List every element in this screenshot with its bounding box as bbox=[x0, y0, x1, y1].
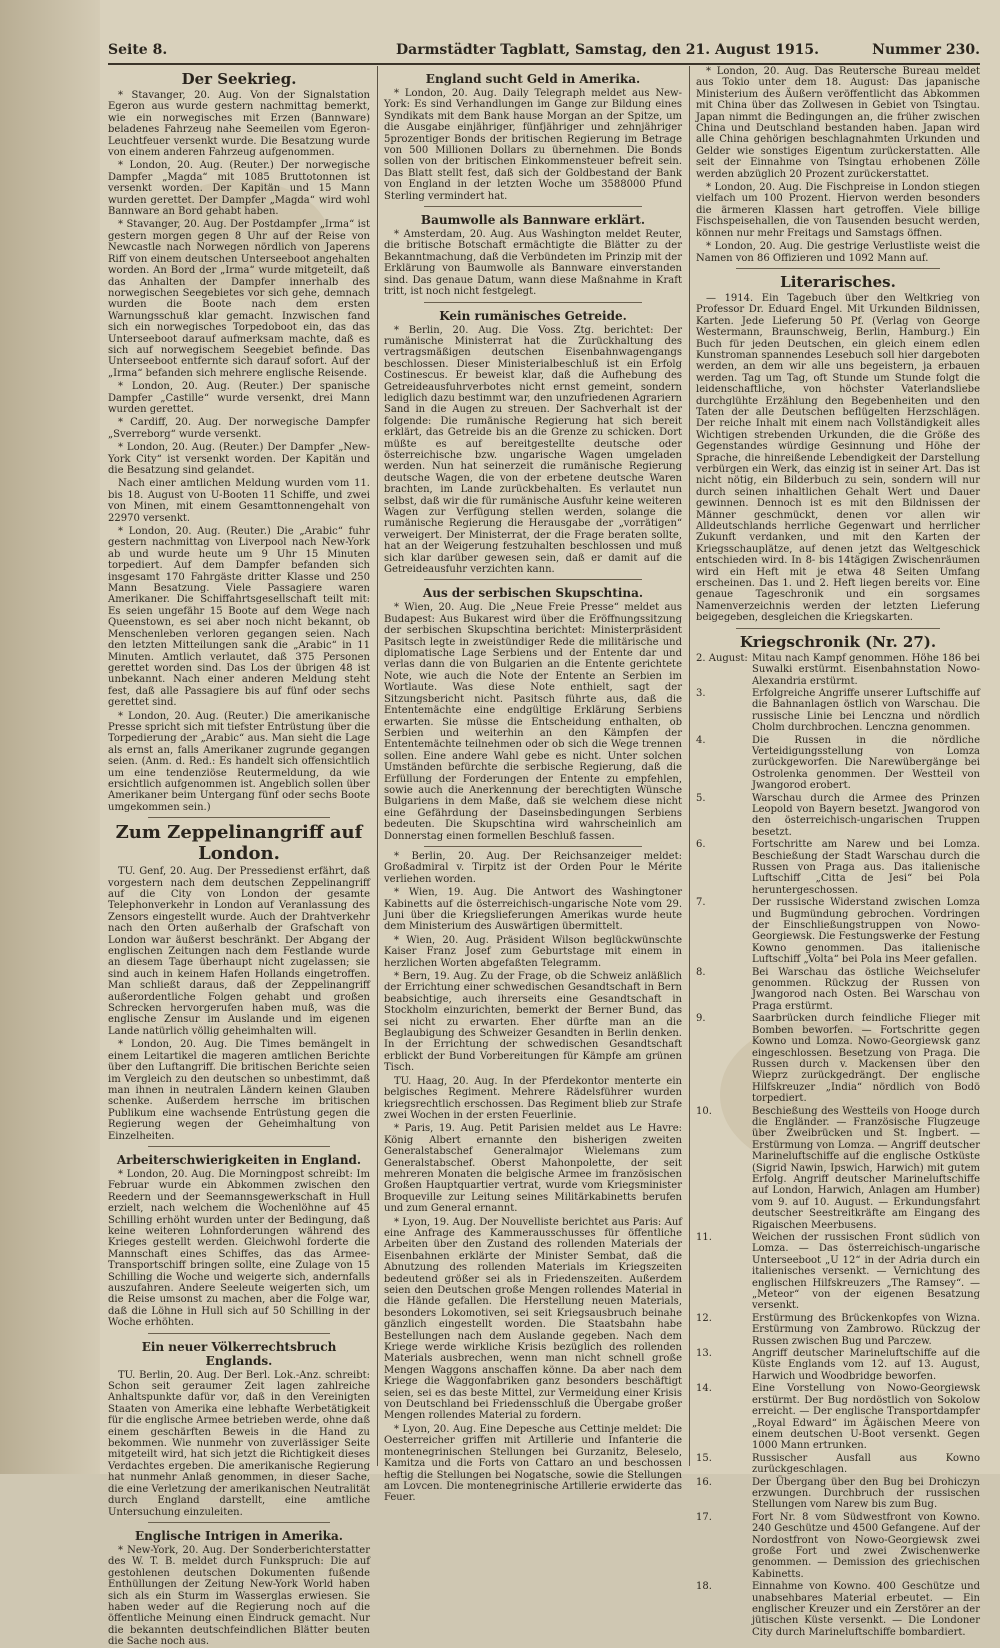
article-paragraph: * Stavanger, 20. Aug. Der Postdampfer „Irma“ ist gestern morgen gegen 8 Uhr auf der Reise von Newcastle nach Norwegen nördlich von Japerens Riff von einem deutschen Unterseeboot angehalten worden. An Bord der „Irma“ wurde mitgeteilt, daß das Anhalten der Dampfer innerhalb des norwegischen Seegebietes vor sich gehe, demnach wurden die Boote nach dem ersten Warnungsschuß klar gemacht. Inzwischen fand sich ein norwegisches Torpedoboot ein, das das Unterseeboot darauf aufmerksam machte, daß es sich auf norwegischem Seegebiet befinde. Das Unterseeboot entfernte sich darauf sofort. Auf der „Irma“ befanden sich mehrere englische Reisende. bbox=[108, 219, 370, 379]
chronik-text: Mitau nach Kampf genommen. Höhe 186 bei Suwalki erstürmt. Eisenbahnstation Nowo-Alexandria erstürmt. bbox=[752, 652, 980, 687]
chronik-text: Warschau durch die Armee des Prinzen Leopold von Bayern besetzt. Jwangorod von den österreichisch-ungarischen Truppen besetzt. bbox=[752, 792, 980, 838]
chronik-text: Eine Vorstellung von Nowo-Georgiewsk erstürmt. Der Bug nordöstlich von Sokolow erreicht. — Der englische Transportdampfer „Royal Edward“ im Ägäischen Meere von einem deutschen U-Boot versenkt. Gegen 1000 Mann ertrunken. bbox=[752, 1383, 980, 1452]
section-divider bbox=[424, 206, 642, 207]
article-paragraph: * Paris, 19. Aug. Petit Parisien meldet aus Le Havre: König Albert ernannte den bisherigen zweiten Generalstabschef Generalmajor Wielemans zum Generalstabschef. Oberst Mahonpolette, der seit mehreren Monaten die belgische Armee im französischen Großen Hauptquartier vertrat, wurde vom Kriegsminister Broqueville zur Leitung seines Militärkabinetts berufen und zum General ernannt. bbox=[384, 1123, 682, 1215]
article-paragraph: * Wien, 20. Aug. Präsident Wilson beglückwünschte Kaiser Franz Josef zum Geburtstage mit einem in herzlichen Worten abgefaßten Telegramm. bbox=[384, 934, 682, 969]
chronik-entry bbox=[696, 793, 980, 839]
chronik-date: 13. bbox=[696, 1348, 712, 1360]
section-divider bbox=[424, 579, 642, 580]
article-paragraph: * London, 20. Aug. (Reuter.) Der Dampfer „New-York City“ ist versenkt worden. Der Kapitän und die Besatzung sind gelandet. bbox=[108, 442, 370, 476]
heading-voelkerrechtsbruch: Ein neuer Völkerrechtsbruch Englands. bbox=[141, 1339, 337, 1368]
chronik-text: Saarbrücken durch feindliche Flieger mit Bomben beworfen. — Fortschritte gegen Kowno und Lomza. Nowo-Georgiewsk ganz eingeschlossen. Besetzung von Praga. Die Russen durch v. Mackensen über den Wieprz zurückgedrängt. Der englische Hilfskreuzer „India“ nördlich von Bodö torpediert. bbox=[752, 1013, 980, 1105]
chronik-entry bbox=[696, 897, 980, 965]
chronik-date: 10. bbox=[696, 1105, 712, 1117]
chronik-date: 7. bbox=[696, 897, 706, 909]
section-divider bbox=[148, 1146, 330, 1147]
section-divider bbox=[424, 846, 642, 847]
column-rule bbox=[377, 66, 378, 1466]
chronik-text: Fortschritte am Narew und bei Lomza. Beschießung der Stadt Warschau durch die Russen von Praga aus. Das italienische Luftschiff „Citta de Jesi“ bei Pola heruntergeschossen. bbox=[752, 839, 980, 896]
chronik-text: Erfolgreiche Angriffe unserer Luftschiffe auf die Bahnanlagen östlich von Warschau. Die russische Linie bei Lenczna und nördlich Cholm durchbrochen. Lenczna genommen. bbox=[752, 687, 980, 734]
article-paragraph: TU. Haag, 20. Aug. In der Pferdekontor menterte ein belgisches Regiment. Mehrere Rädelsführer wurden kriegsrechtlich erschossen. Das Regiment blieb zur Strafe zwei Wochen in der ersten Feuerlinie. bbox=[384, 1075, 682, 1121]
chronik-text: Der Übergang über den Bug bei Drohiczyn erzwungen. Durchbruch der russischen Stellungen vom Narew bis zum Bug. bbox=[752, 1476, 980, 1511]
heading-baumwolle: Baumwolle als Bannware erklärt. bbox=[420, 213, 646, 228]
article-paragraph: * Stavanger, 20. Aug. Von der Signalstation Egeron aus wurde gestern nachmittag bemerkt, wie ein norwegisches mit Erzen (Bannware) beladenes Fahrzeug nahe Seemeilen vom Egeron-Leuchtfeuer versenkt wurde. Die Besatzung wurde von einem anderen Fahrzeug aufgenommen. bbox=[108, 90, 370, 159]
article-paragraph: — 1914. Ein Tagebuch über den Weltkrieg von Professor Dr. Eduard Engel. Mit Urkunden Bildnissen, Karten. Jede Lieferung 50 Pf. (Verlag von George Westermann, Braunschweig, Berlin, Hamburg.) Ein Buch für jeden Deutschen, ein gleich einem edlen Kunstroman spannendes Lesebuch soll hier dargeboten werden, an dem wir alle uns begeistern, ja erbauen werden. Tag um Tag, oft Stunde um Stunde folgt die leidenschaftliche, von höchster Vaterlandsliebe durchglühte Erzählung den Begebenheiten und den Taten der alle Deutschen beflügelten Herzschlägen. Der reiche Inhalt mit einem nach Vollständigkeit alles Wichtigen strebenden Urkunden, die die Größe des Gegenstandes würdige Gesinnung und Höhe der Sprache, die hinreißende Lebendigkeit der Darstellung verbürgen ein Werk, das einzig ist in seiner Art. Das ist nicht nötig, ein Bilderbuch zu sein, sondern will nur durch seinen inhaltlichen Gehalt Wert und Dauer gewinnen. Dennoch ist es mit den Bildnissen der Männer geschmückt, denen vor allen wir Alldeutschlands herrliche Gegenwart und herrlicher Zukunft verdanken, und mit den Karten der Kriegsschauplätze, auf denen jetzt das Weltgeschick entschieden wird. In 8- bis 14tägigen Zwischenräumen wird ein Heft mit je etwa 48 Seiten Umfang erscheinen. Das 1. und 2. Heft liegen bereits vor. Eine genaue Tageschronik und ein sorgsames Namenverzeichnis werden der letzten Lieferung beigegeben, desgleichen die Kriegskarten. bbox=[696, 292, 980, 624]
chronik-date: 18. bbox=[696, 1581, 712, 1593]
chronik-date: 12. bbox=[696, 1312, 712, 1324]
chronik-text: Der russische Widerstand zwischen Lomza und Bugmündung gebrochen. Vordringen der Einschließungstruppen von Nowo-Georgiewsk. Die Festungswerke der Festung Kowno genommen. Das italienische Luftschiff „Volta“ bei Pola ins Meer gefallen. bbox=[752, 897, 980, 966]
page-binding-edge bbox=[0, 0, 100, 1474]
chronik-date: 16. bbox=[696, 1476, 712, 1488]
chronik-date: 17. bbox=[696, 1511, 712, 1523]
chronik-date: 9. bbox=[696, 1013, 706, 1025]
article-paragraph: * London, 20. Aug. Die gestrige Verlustliste weist die Namen von 86 Offizieren und 1092 Mann auf. bbox=[696, 241, 980, 264]
chronik-entry bbox=[696, 1477, 980, 1511]
paper-title-date: Darmstädter Tagblatt, Samstag, den 21. August 1915. bbox=[396, 42, 820, 58]
chronik-text: Erstürmung des Brückenkopfes von Wizna. Erstürmung von Zambrowo. Rückzug der Russen zwischen Bug und Parczew. bbox=[752, 1312, 980, 1347]
chronik-entry bbox=[696, 1453, 980, 1476]
article-paragraph: * London, 20. Aug. (Reuter.) Der norwegische Dampfer „Magda“ mit 1085 Bruttotonnen ist versenkt worden. Der Kapitän und 15 Mann wurden gerettet. Der Dampfer „Magda“ wird wohl Bannware an Bord gehabt haben. bbox=[108, 160, 370, 218]
article-paragraph: * Berlin, 20. Aug. Der Reichsanzeiger meldet: Großadmiral v. Tirpitz ist der Orden Pour le Mérite verliehen worden. bbox=[384, 850, 682, 885]
article-paragraph: * Wien, 20. Aug. Die „Neue Freie Presse“ meldet aus Budapest: Aus Bukarest wird über die Eröffnungssitzung der serbischen Skupschtina berichtet: Ministerpräsident Pasitsch legte in zweistündiger Rede die militärische und diplomatische Lage Serbiens und der Entente dar und verlas dann die von Bulgarien an die Entente gerichtete Note, wie auch die Note der Entente an Serbien im Wortlaute. Was diese Note enthielt, sagt der Sitzungsbericht nicht. Pasitsch führte aus, daß die Ententemächte eine endgültige Erklärung Serbiens erwarten. Sie müsse die Entscheidung enthalten, ob Serbien und weiterhin an den Kämpfen der Ententemächte teilnehmen oder ob sich die Wege trennen sollen. Eine andere Wahl gebe es nicht. Unter solchen Umständen befürchte die serbische Regierung, daß die Erfüllung der Forderungen der Entente zu empfehlen, sowie auch die Anerkennung der berechtigten Wünsche Bulgariens in dem Maße, daß sie welchem diese nicht eine Gefährdung der Daseinsbedingungen Serbiens bedeuten. Die Skupschtina wird wahrscheinlich am Donnerstag einen formellen Beschluß fassen. bbox=[384, 602, 682, 842]
article-paragraph: * London, 20. Aug. (Reuter.) Die „Arabic“ fuhr gestern nachmittag von Liverpool nach New-York ab und wurde heute um 9 Uhr 15 Minuten torpediert. Auf dem Dampfer befanden sich insgesamt 170 Fahrgäste dritter Klasse und 250 Mann Besatzung. Viele Passagiere waren Amerikaner. Die Schiffahrtsgesellschaft teilt mit: Es seien ungefähr 15 Boote auf dem Wege nach Queenstown, es sei aber noch nicht bekannt, ob Menschenleben verloren gegangen seien. Nach den letzten Mitteilungen sank die „Arabic“ in 11 Minuten. Amtlich verlautet, daß 375 Personen gerettet worden sind. Das Los der übrigen 48 ist unbekannt. Nach einer anderen Meldung steht fest, daß alle Passagiere bis auf fünf oder sechs gerettet sind. bbox=[108, 526, 370, 709]
chronik-entry bbox=[696, 1512, 980, 1580]
chronik-text: Bei Warschau das östliche Weichselufer genommen. Rückzug der Russen von Jwangorod nach Osten. Bei Warschau von Praga erstürmt. bbox=[752, 966, 980, 1012]
chronik-date: 15. bbox=[696, 1452, 712, 1464]
article-paragraph: TU. Genf, 20. Aug. Der Pressedienst erfährt, daß vorgestern nach dem deutschen Zeppelinangriff auf die City von London der gesamte Telephonverkehr in London auf Veranlassung des Zensors eingestellt wurde. Auch der Drahtverkehr nach den Orten außerhalb der Grafschaft von London war äußerst beschränkt. Der Abgang der englischen Zeitungen nach dem Festlande wurde an diesem Tage überhaupt nicht zugelassen; sie sind auch in keinem Hafen Hollands eingetroffen. Man schließt daraus, daß der Zeppelinangriff außerordentliche Folgen gehabt und großen Schrecken hervorgerufen haben muß, was die englische Zensur im Auslande und im eigenen Lande natürlich völlig geheimhalten will. bbox=[108, 866, 370, 1037]
issue-number: Nummer 230. bbox=[872, 42, 980, 58]
column-3 bbox=[696, 66, 980, 1638]
chronik-text: Weichen der russischen Front südlich von Lomza. — Das österreichisch-ungarische Unterseeboot „U 12“ in der Adria durch ein italienisches versenkt. — Vernichtung des englischen Hilfskreuzers „The Ramsey“. — „Meteor“ von der eigenen Besatzung versenkt. bbox=[752, 1232, 980, 1312]
chronik-entry bbox=[696, 1313, 980, 1347]
article-paragraph: * London, 20. Aug. (Reuter.) Der spanische Dampfer „Castille“ wurde versenkt, drei Mann wurden gerettet. bbox=[108, 381, 370, 415]
heading-intrigen: Englische Intrigen in Amerika. bbox=[135, 1528, 343, 1543]
article-paragraph: * Wien, 19. Aug. Die Antwort des Washingtoner Kabinetts auf die österreichisch-ungarische Note vom 29. Juni über die Kriegslieferungen Amerikas wurde heute dem Ministerium des Auswärtigen übermittelt. bbox=[384, 887, 682, 933]
chronik-date: 5. bbox=[696, 792, 706, 804]
heading-arbeiterschwierigkeiten: Arbeiterschwierigkeiten in England. bbox=[116, 1152, 362, 1167]
chronik-date: 3. bbox=[696, 687, 706, 699]
chronik-entry bbox=[696, 839, 980, 896]
chronik-text: Fort Nr. 8 vom Südwestfront von Kowno. 240 Geschütze und 4500 Gefangene. Auf der Nordostfront von Nowo-Georgiewsk zwei große Fort und zwei Zwischenwerke genommen. — Demission des griechischen Kabinetts. bbox=[752, 1511, 980, 1580]
kriegschronik-list bbox=[696, 653, 980, 1639]
article-paragraph: * London, 20. Aug. Daily Telegraph meldet aus New-York: Es sind Verhandlungen im Gange zur Bildung eines Syndikats mit dem Bank hause Morgan an der Spitze, um die Ausgabe einjähriger, fünfjähriger und zehnjähriger 5prozentiger Bonds der britischen Regierung im Betrage von 500 Millionen Dollars zu übernehmen. Die Bonds sollen von der britischen Einkommensteuer befreit sein. Das Blatt stellt fest, daß sich der Goldbestand der Bank von England in der letzten Woche um 3588000 Pfund Sterling vermindert hat. bbox=[384, 88, 682, 202]
chronik-entry bbox=[696, 1232, 980, 1312]
section-divider bbox=[148, 817, 330, 818]
masthead-rule bbox=[108, 63, 980, 65]
chronik-entry bbox=[696, 1348, 980, 1382]
chronik-date: 8. bbox=[696, 966, 706, 978]
masthead bbox=[108, 40, 980, 64]
chronik-date: 4. bbox=[696, 734, 706, 746]
article-paragraph: * Lyon, 19. Aug. Der Nouvelliste berichtet aus Paris: Auf eine Anfrage des Kammerausschusses für öffentliche Arbeiten über den Zustand des rollenden Materials der Eisenbahnen erklärte der Minister Sembat, daß die Abnutzung des rollenden Materials im Kriegszeiten bedeutend größer sei als in Friedenszeiten. Außerdem seien den Deutschen große Mengen rollendes Material in die Hände gefallen. Die Herstellung neuen Materials, besonders Lokomotiven, sei seit Kriegsausbruch beinahe gänzlich eingestellt worden. Die Staatsbahn habe Bestellungen nach dem Auslande gegeben. Nach dem Kriege werde wirkliche Krisis bezüglich des rollenden Materials ausbrechen, wenn man nicht schnell große Mengen Waggons anschaffen könne. Da aber nach dem Kriege die Waggonfabriken ganz besonders beschäftigt seien, sei es das beste Mittel, zur Vermeidung einer Krisis von Deutschland bei Friedensschluß die Übergabe großer Mengen rollendes Material zu fordern. bbox=[384, 1216, 682, 1422]
column-1 bbox=[108, 66, 370, 1648]
section-divider bbox=[736, 268, 940, 269]
chronik-text: Beschießung des Westteils von Hooge durch die Engländer. — Französische Flugzeuge über Zweibrücken und St. Ingbert. — Erstürmung von Lomza. — Angriff deutscher Marineluftschiffe auf die englische Ostküste (Sigrid Nawin, Ipswich, Harwich) mit gutem Erfolg. Angriff deutscher Marineluftschiffe auf London, Harwich, Anlagen am Humber) vom 9. auf 10. August. — Erkundungsfahrt deutscher Seestreitkräfte am Eingang des Rigaischen Meerbusens. bbox=[752, 1105, 980, 1231]
chronik-text: Russischer Ausfall aus Kowno zurückgeschlagen. bbox=[752, 1452, 980, 1476]
section-divider bbox=[148, 1333, 330, 1334]
article-paragraph: TU. Berlin, 20. Aug. Der Berl. Lok.-Anz. schreibt: Schon seit geraumer Zeit lagen zahlreiche Anhaltspunkte dafür vor, daß in den Vereinigten Staaten von Amerika eine lebhafte Werbetätigkeit für die englische Armee betrieben werde, ohne daß einem geschärften Beweis in die Hand zu bekommen. Wie nunmehr von zuverlässiger Seite mitgeteilt wird, hat sich jetzt die Richtigkeit dieses Verdachtes ergeben. Die amerikanische Regierung hat nunmehr Anlaß genommen, in dieser Sache, die eine Verletzung der amerikanischen Neutralität durch England darstellt, eine amtliche Untersuchung einzuleiten. bbox=[108, 1369, 370, 1518]
article-paragraph: * Lyon, 20. Aug. Eine Depesche aus Cettinje meldet: Die Oesterreicher griffen mit Artillerie und Infanterie die montenegrinischen Stellungen bei Gurzanitz, Beleselo, Kamitza und die Forts von Cattaro an und beschossen heftig die Stellungen bei Nogatsche, sowie die Stellungen am Lovcen. Die montenegrinische Artillerie erwiderte das Feuer. bbox=[384, 1423, 682, 1504]
chronik-entry bbox=[696, 1106, 980, 1231]
chronik-date: 6. bbox=[696, 839, 706, 851]
chronik-entry bbox=[696, 653, 980, 687]
section-divider bbox=[148, 1522, 330, 1523]
chronik-date: 11. bbox=[696, 1232, 712, 1243]
heading-literarisches: Literarisches. bbox=[780, 272, 896, 291]
article-paragraph: * London, 20. Aug. Die Morningpost schreibt: Im Februar wurde ein Abkommen zwischen den Reedern und der Seemannsgewerkschaft in Hull erzielt, nach welchem die Wochenlöhne auf 45 Schilling erhöht wurden unter der Bedingung, daß keine weiteren Lohnforderungen während des Krieges gestellt werden. Gleichwohl forderte die Mannschaft eines Schiffes, das das Armee-Transportschiff bringen sollte, eine Zulage von 15 Schilling die Woche und weigerte sich, andernfalls auszufahren. Andere Seeleute weigerten sich, um die Reise umsonst zu machen, aber die Folge war, daß die Löhne in Hull sich auf 50 Schilling in der Woche erhöhten. bbox=[108, 1168, 370, 1329]
heading-skupschtina: Aus der serbischen Skupschtina. bbox=[422, 586, 644, 601]
chronik-text: Angriff deutscher Marineluftschiffe auf die Küste Englands vom 12. auf 13. August, Harwich und Woodbridge beworfen. bbox=[752, 1348, 980, 1382]
column-2 bbox=[384, 66, 682, 1504]
page-number: Seite 8. bbox=[108, 42, 168, 58]
chronik-entry bbox=[696, 735, 980, 792]
article-paragraph: * London, 20. Aug. Die Times bemängelt in einem Leitartikel die mageren amtlichen Berichte über den Luftangriff. Die britischen Berichte seien im Vergleich zu den deutschen so unbestimmt, daß man ihnen in neutralen Ländern keinen Glauben schenke. Außerdem herrsche im britischen Publikum eine wachsende Entrüstung gegen die Regierung wegen der Geheimhaltung von Einzelheiten. bbox=[108, 1039, 370, 1142]
article-paragraph: * Bern, 19. Aug. Zu der Frage, ob die Schweiz anläßlich der Errichtung einer schwedischen Gesandtschaft in Bern beabsichtige, auch ihrerseits eine Gesandtschaft in Stockholm einzurichten, bemerkt der Berner Bund, das sei nicht zu erwarten. Eher dürfte man an die Beglaubigung des Schweizer Gesandten in Berlin denken. In der Errichtung der schwedischen Gesandtschaft erblickt der Bund Vorbereitungen für Kämpfe am grünen Tisch. bbox=[384, 971, 682, 1074]
article-paragraph: * London, 20. Aug. Das Reutersche Bureau meldet aus Tokio unter dem 18. August: Das japanische Ministerium des Äußern veröffentlicht das Abkommen mit China über das Zollwesen in Gebiet von Tsingtau. Japan nimmt die Bedingungen an, die früher zwischen China und Deutschland bestanden haben. Japan wird alle China gehörigen beschlagnahmten Urkunden und Gelder wie sonstiges Eigentum zurückerstatten. Alle seit der Einnahme von Tsingtau erhobenen Zölle werden abzüglich 20 Prozent zurückerstattet. bbox=[696, 66, 980, 180]
article-paragraph: Nach einer amtlichen Meldung wurden vom 11. bis 18. August von U-Booten 11 Schiffe, und zwei von Minen, mit einem Gesamttonnengehalt von 22970 versenkt. bbox=[108, 478, 370, 524]
article-paragraph: * Berlin, 20. Aug. Die Voss. Ztg. berichtet: Der rumänische Ministerrat hat die Zurückhaltung des vertragsmäßigen deutschen Eisenbahnwagengangs beschlossen. Dieser Ministerialbeschluß ist ein Erfolg Costinescus. Er beweist klar, daß die Aufhebung des Getreideausfuhrverbotes nicht ernst gemeint, sondern lediglich dazu bestimmt war, den unzufriedenen Agrariern Sand in die Augen zu streuen. Der Sachverhalt ist der folgende: Die rumänische Regierung hat sich bereit erklärt, das Getreide bis an die Grenze zu schicken. Dort müßte es auf bereitgestellte deutsche oder österreichische bzw. ungarische Wagen umgeladen werden. Nun hat seinerzeit die rumänische Regierung deutsche Wagen, die von der erbetene deutsche Waren brachten, im Lande zurückbehalten. Es verlautet nun selbst, daß wir die für rumänische Ausfuhr keine weiteren Wagen zur Verfügung stellen werden, solange die rumänische Regierung die Herausgabe der „vorrätigen“ verweigert. Der Ministerrat, der die Frage beraten sollte, hat an der Weigerung festzuhalten beschlossen und muß sich klar darüber gewesen sein, daß er damit auf die Getreideausfuhr verzichten kann. bbox=[384, 324, 682, 576]
heading-zeppelinangriff: Zum Zeppelinangriff auf London. bbox=[115, 822, 363, 865]
chronik-entry bbox=[696, 1581, 980, 1638]
chronik-entry bbox=[696, 1383, 980, 1451]
heading-seekrieg: Der Seekrieg. bbox=[181, 70, 297, 88]
article-paragraph: * New-York, 20. Aug. Der Sonderberichterstatter des W. T. B. meldet durch Funkspruch: Die auf gestohlenen deutschen Dokumenten fußende Enthüllungen der Zeitung New-York World haben sich als ein Sturm im Wasserglas erwiesen. Sie haben weder auf die Regierung noch auf die öffentliche Meinung einen Eindruck gemacht. Nur die bekannten deutschfeindlichen Blätter beuten die Sache noch aus. bbox=[108, 1544, 370, 1648]
section-divider bbox=[424, 302, 642, 303]
column-rule bbox=[689, 66, 690, 1466]
heading-kriegschronik: Kriegschronik (Nr. 27). bbox=[739, 632, 937, 651]
article-paragraph: * Amsterdam, 20. Aug. Aus Washington meldet Reuter, die britische Botschaft ermächtigte die Blätter zu der Bekanntmachung, daß die Verbündeten im Prinzip mit der Erklärung von Baumwolle als Bannware einverstanden sind. Das genaue Datum, wann diese Maßnahme in Kraft tritt, ist noch nicht festgelegt. bbox=[384, 229, 682, 298]
chronik-text: Einnahme von Kowno. 400 Geschütze und unabsehbares Material erbeutet. — Ein englischer Kreuzer und ein Zerstörer an der jütischen Küste versenkt. — Die Londoner City durch Marineluftschiffe bombardiert. bbox=[752, 1581, 980, 1638]
article-paragraph: * London, 20. Aug. Die Fischpreise in London stiegen vielfach um 100 Prozent. Hiervon werden besonders die ärmeren Klassen hart getroffen. Viele billige Fischspeisehallen, die von Tausenden besucht werden, können nur mehr Freitags und Samstags öffnen. bbox=[696, 182, 980, 239]
chronik-entry bbox=[696, 967, 980, 1013]
chronik-date: 2. August: bbox=[696, 652, 748, 664]
section-divider bbox=[736, 628, 940, 629]
chronik-entry bbox=[696, 1013, 980, 1104]
heading-geld-amerika: England sucht Geld in Amerika. bbox=[425, 72, 641, 86]
heading-rumaenisches-getreide: Kein rumänisches Getreide. bbox=[439, 308, 627, 323]
article-paragraph: * London, 20. Aug. (Reuter.) Die amerikanische Presse spricht sich mit tiefster Entrüstung über die Torpedierung der „Arabic“ aus. Man sieht die Lage als ernst an, falls Amerikaner zugrunde gegangen seien. (Anm. d. Red.: Es handelt sich offensichtlich um eine tendenziöse Reutermeldung, da wie ersichtlich aufgenommen ist. Angeblich sollen über Amerikaner beim Untergang fünf oder sechs Boote umgekommen sein.) bbox=[108, 710, 370, 813]
chronik-date: 14. bbox=[696, 1383, 712, 1395]
article-paragraph: * Cardiff, 20. Aug. Der norwegische Dampfer „Sverreborg“ wurde versenkt. bbox=[108, 417, 370, 440]
chronik-text: Die Russen in die nördliche Verteidigungsstellung von Lomza zurückgeworfen. Die Narewübergänge bei Ostrolenka genommen. Der Westteil von Jwangorod erobert. bbox=[752, 734, 980, 792]
chronik-entry bbox=[696, 688, 980, 734]
